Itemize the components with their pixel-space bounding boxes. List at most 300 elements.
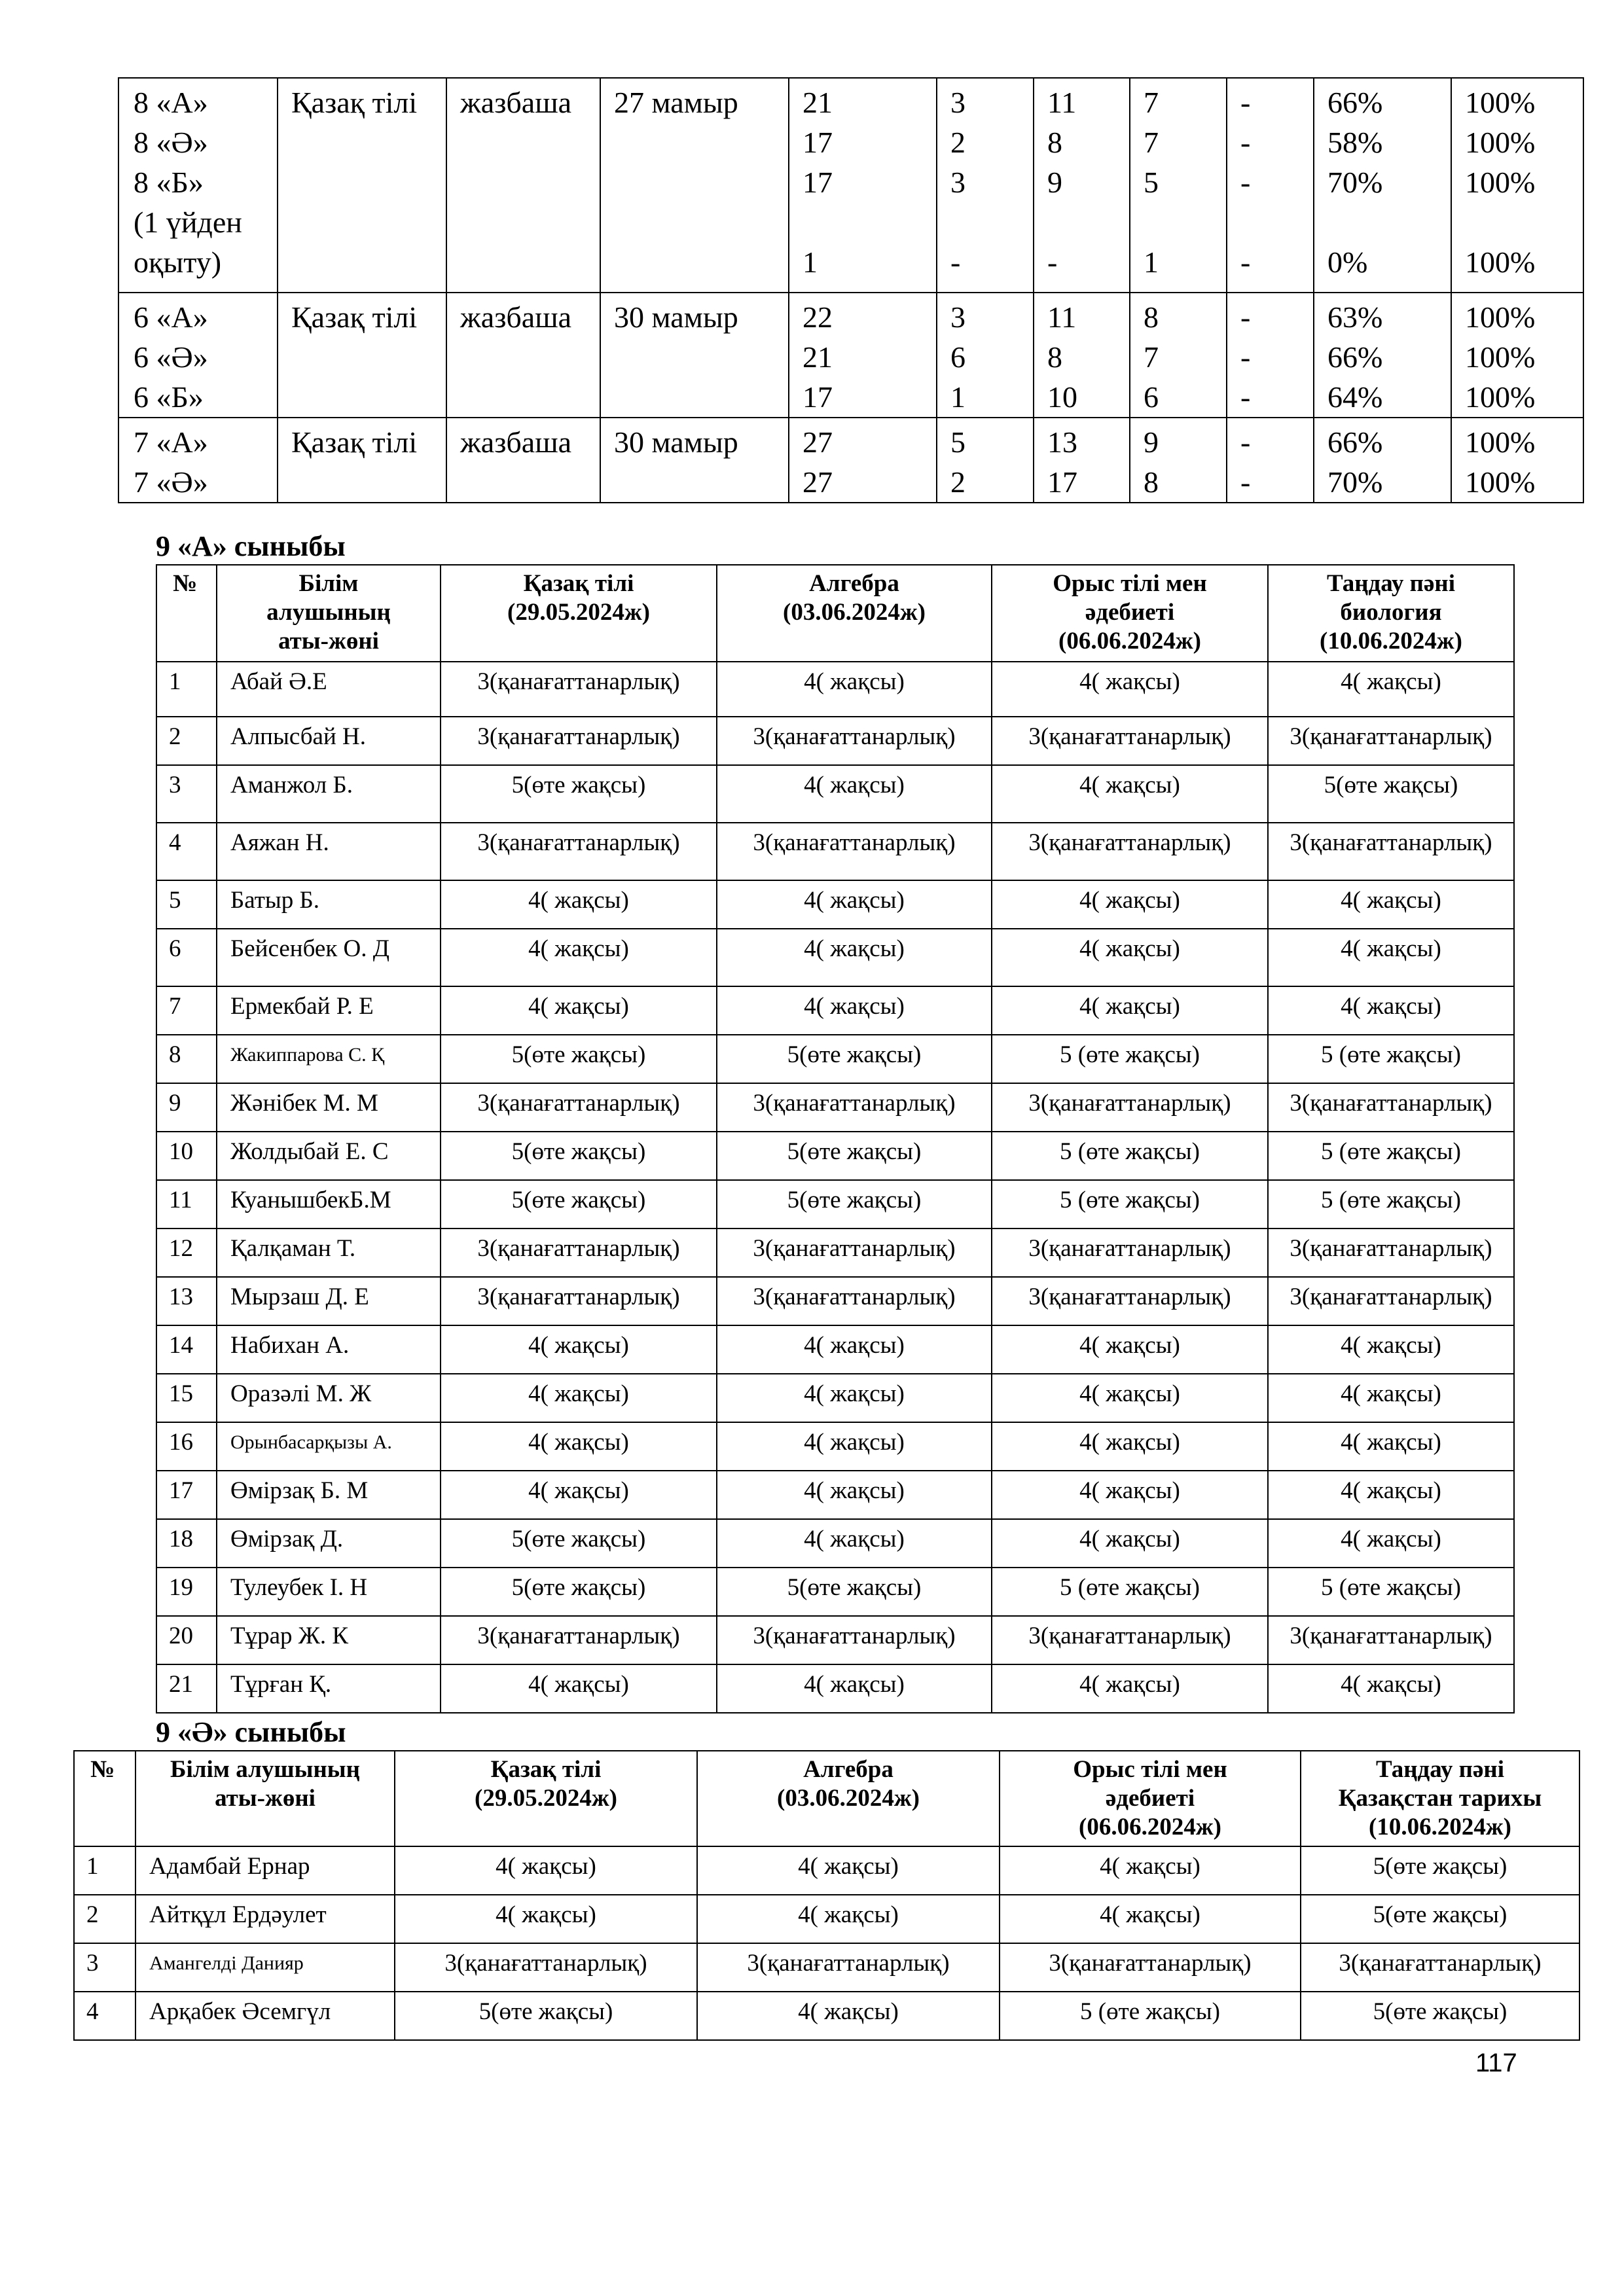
summary-cell-grade-3-count [1130,418,1227,503]
algebra-grade: 4( жақсы) [717,1471,992,1519]
student-name: Жакиппарова С. Қ [217,1035,441,1083]
success-percent-line: 100% [1465,465,1536,499]
elective-grade: 3(қанағаттанарлық) [1268,823,1514,880]
algebra-grade: 4( жақсы) [697,1846,1000,1895]
kazakh-grade: 3(қанағаттанарлық) [441,823,717,880]
row-number: 11 [156,1180,217,1229]
student-name: Алпысбай Н. [217,717,441,765]
summary-cell-student-count [789,78,937,293]
success-percent-line: 100% [1465,86,1536,119]
summary-cell-exam-date: 30 мамыр [600,293,789,418]
header-line: (29.05.2024ж) [475,1785,617,1812]
elective-grade: 4( жақсы) [1268,1471,1514,1519]
student-name: Айтқұл Ердәулет [135,1895,395,1943]
header-elective-biology [1268,565,1514,662]
grade-2-count-line: - [1240,300,1251,334]
russian-grade: 4( жақсы) [992,1664,1268,1713]
elective-grade: 5(өте жақсы) [1301,1992,1579,2040]
header-line: әдебиеті [1085,599,1175,626]
grade-3-count-line: 1 [1144,245,1159,279]
success-percent-line: 100% [1465,380,1536,414]
summary-cell-success-percent [1451,293,1583,418]
russian-grade: 4( жақсы) [1000,1846,1301,1895]
header-number: № [156,565,217,662]
summary-cell-exam-form: жазбаша [446,293,600,418]
row-number: 3 [156,765,217,823]
summary-cell-quality-percent [1314,418,1451,503]
grade-3-count-line: 5 [1144,166,1159,199]
russian-grade: 4( жақсы) [992,880,1268,929]
grade-2-count-line: - [1240,340,1251,374]
student-row [156,1519,1514,1568]
russian-grade: 5 (өте жақсы) [992,1035,1268,1083]
russian-grade: 4( жақсы) [992,986,1268,1035]
summary-cell-grade-2-count [1227,418,1314,503]
grade-5-count-line: 5 [950,425,965,459]
student-row [74,1943,1579,1992]
row-number: 4 [74,1992,135,2040]
class-list-line: 6 «Б» [134,380,204,414]
algebra-grade: 3(қанағаттанарлық) [697,1943,1000,1992]
algebra-grade: 4( жақсы) [717,1422,992,1471]
header-line: (10.06.2024ж) [1369,1814,1511,1840]
grade-5-count-line: 1 [950,380,965,414]
grade-3-count-line: 9 [1144,425,1159,459]
row-number: 2 [156,717,217,765]
class-list-line: (1 үйден [134,206,242,239]
algebra-grade: 3(қанағаттанарлық) [717,1616,992,1664]
summary-cell-subject: Қазақ тілі [278,293,446,418]
kazakh-grade: 5(өте жақсы) [441,1180,717,1229]
student-name: Бейсенбек О. Д [217,929,441,986]
elective-grade: 3(қанағаттанарлық) [1268,1277,1514,1325]
kazakh-grade: 3(қанағаттанарлық) [441,1229,717,1277]
header-line: Қазақ тілі [490,1756,602,1783]
summary-cell-student-count [789,418,937,503]
grade-4-count-line: 13 [1047,425,1077,459]
kazakh-grade: 5(өте жақсы) [441,1519,717,1568]
grade-4-count-line: - [1047,245,1058,279]
grade-4-count-line: 11 [1047,86,1077,119]
algebra-grade: 4( жақсы) [697,1992,1000,2040]
header-line: Орыс тілі мен [1073,1756,1227,1783]
kazakh-grade: 4( жақсы) [441,1374,717,1422]
header-student-name [217,565,441,662]
summary-cell-class-list [118,78,278,293]
header-line: (06.06.2024ж) [1058,628,1201,655]
student-row [156,929,1514,986]
algebra-grade: 4( жақсы) [717,1325,992,1374]
kazakh-grade: 5(өте жақсы) [441,1035,717,1083]
student-row [74,1846,1579,1895]
success-percent-line: 100% [1465,340,1536,374]
row-number: 18 [156,1519,217,1568]
russian-grade: 4( жақсы) [992,1471,1268,1519]
russian-grade: 4( жақсы) [992,1374,1268,1422]
summary-cell-grade-5-count [937,78,1034,293]
student-name: Өмірзақ Б. М [217,1471,441,1519]
kazakh-grade: 4( жақсы) [441,1325,717,1374]
student-row [74,1895,1579,1943]
algebra-grade: 3(қанағаттанарлық) [717,1229,992,1277]
russian-grade: 3(қанағаттанарлық) [992,1083,1268,1132]
student-count-line: 27 [803,465,833,499]
header-line: (03.06.2024ж) [783,599,926,626]
elective-grade: 4( жақсы) [1268,1422,1514,1471]
student-count-line: 17 [803,126,833,159]
class-list-line: 6 «Ә» [134,340,208,374]
header-line: (03.06.2024ж) [777,1785,920,1812]
elective-grade: 4( жақсы) [1268,986,1514,1035]
summary-cell-grade-3-count [1130,78,1227,293]
grade-4-count-line: 9 [1047,166,1062,199]
elective-grade: 4( жақсы) [1268,1374,1514,1422]
russian-grade: 5 (өте жақсы) [992,1180,1268,1229]
row-number: 5 [156,880,217,929]
kazakh-grade: 5(өте жақсы) [441,1568,717,1616]
algebra-grade: 3(қанағаттанарлық) [717,1083,992,1132]
grade-2-count-line: - [1240,166,1251,199]
russian-grade: 4( жақсы) [992,1519,1268,1568]
header-line: Қазақ тілі [523,570,634,597]
elective-grade: 5 (өте жақсы) [1268,1180,1514,1229]
grade-5-count-line: 2 [950,465,965,499]
summary-table-body [118,78,1583,503]
grade-3-count-line: 7 [1144,126,1159,159]
student-row [156,1568,1514,1616]
header-line: (29.05.2024ж) [507,599,650,626]
student-row [156,986,1514,1035]
grade-5-count-line: 3 [950,300,965,334]
russian-grade: 4( жақсы) [992,662,1268,717]
student-count-line: 17 [803,166,833,199]
header-number: № [74,1751,135,1846]
elective-grade: 5 (өте жақсы) [1268,1568,1514,1616]
algebra-grade: 4( жақсы) [717,929,992,986]
header-line: әдебиеті [1105,1785,1195,1812]
summary-cell-student-count [789,293,937,418]
summary-row [118,78,1583,293]
grade-2-count-line: - [1240,380,1251,414]
student-name: Абай Ә.Е [217,662,441,717]
header-line: Таңдау пәні [1375,1756,1504,1783]
row-number: 17 [156,1471,217,1519]
elective-grade: 3(қанағаттанарлық) [1301,1943,1579,1992]
header-line: Таңдау пәні [1326,570,1455,597]
header-kazakh-language [395,1751,697,1846]
algebra-grade: 5(өте жақсы) [717,1180,992,1229]
elective-grade: 3(қанағаттанарлық) [1268,717,1514,765]
student-name: Тұрған Қ. [217,1664,441,1713]
success-percent-line: 100% [1465,245,1536,279]
student-name: Қалқаман Т. [217,1229,441,1277]
grade-5-count-line: - [950,245,961,279]
algebra-grade: 5(өте жақсы) [717,1132,992,1180]
student-count-line: 21 [803,86,833,119]
class-9a-grades-table [156,564,1515,1713]
algebra-grade: 4( жақсы) [717,662,992,717]
grade-3-count-line: 8 [1144,300,1159,334]
quality-percent-line: 66% [1327,86,1383,119]
student-row [156,1422,1514,1471]
summary-cell-exam-date: 27 мамыр [600,78,789,293]
row-number: 16 [156,1422,217,1471]
kazakh-grade: 4( жақсы) [441,986,717,1035]
class-list-line: 6 «А» [134,300,208,334]
grade-3-count-line [1144,202,1226,242]
grade-4-count-line: 8 [1047,340,1062,374]
elective-grade: 5 (өте жақсы) [1268,1035,1514,1083]
algebra-grade: 5(өте жақсы) [717,1035,992,1083]
summary-cell-class-list [118,418,278,503]
russian-grade: 3(қанағаттанарлық) [992,823,1268,880]
algebra-grade: 4( жақсы) [717,986,992,1035]
kazakh-grade: 4( жақсы) [441,1471,717,1519]
student-name: Адамбай Ернар [135,1846,395,1895]
class-list-line: 8 «Ә» [134,126,208,159]
student-row [156,1664,1514,1713]
elective-grade: 5(өте жақсы) [1268,765,1514,823]
kazakh-grade: 3(қанағаттанарлық) [441,662,717,717]
algebra-grade: 3(қанағаттанарлық) [717,1277,992,1325]
student-name: Тұрар Ж. К [217,1616,441,1664]
summary-cell-grade-3-count [1130,293,1227,418]
header-line: алушының [266,599,391,626]
student-count-line: 22 [803,300,833,334]
grade-2-count-line: - [1240,126,1251,159]
algebra-grade: 4( жақсы) [717,1519,992,1568]
header-line: Білім алушының [170,1756,360,1783]
quality-percent-line [1327,202,1451,242]
algebra-grade: 4( жақсы) [717,1374,992,1422]
quality-percent-line: 0% [1327,245,1368,279]
row-number: 1 [74,1846,135,1895]
russian-grade: 3(қанағаттанарлық) [992,717,1268,765]
grade-4-count-line: 11 [1047,300,1077,334]
success-percent-line [1465,202,1583,242]
student-row [156,1471,1514,1519]
header-line: Алгебра [803,1756,893,1783]
elective-grade: 5 (өте жақсы) [1268,1132,1514,1180]
class-9a-body [156,662,1514,1713]
class-list-line: 8 «Б» [134,166,204,199]
grade-5-count-line: 2 [950,126,965,159]
student-row [156,1132,1514,1180]
student-count-line: 21 [803,340,833,374]
student-count-line: 27 [803,425,833,459]
grade-2-count-line [1240,202,1313,242]
grade-5-count-line: 3 [950,86,965,119]
success-percent-line: 100% [1465,425,1536,459]
header-line: Алгебра [809,570,899,597]
summary-cell-exam-form: жазбаша [446,418,600,503]
student-row [156,1374,1514,1422]
student-name: Аяжан Н. [217,823,441,880]
header-algebra [697,1751,1000,1846]
student-name: Набихан А. [217,1325,441,1374]
student-name: Жәнібек М. М [217,1083,441,1132]
student-row [156,1325,1514,1374]
kazakh-grade: 4( жақсы) [441,929,717,986]
header-line: биология [1340,599,1442,626]
row-number: 6 [156,929,217,986]
elective-grade: 4( жақсы) [1268,1325,1514,1374]
kazakh-grade: 3(қанағаттанарлық) [441,1083,717,1132]
summary-cell-exam-date: 30 мамыр [600,418,789,503]
row-number: 3 [74,1943,135,1992]
student-row [156,1180,1514,1229]
student-row [156,1277,1514,1325]
russian-grade: 4( жақсы) [992,765,1268,823]
kazakh-grade: 3(қанағаттанарлық) [441,717,717,765]
row-number: 19 [156,1568,217,1616]
student-count-line [803,202,936,242]
header-line: Білім [298,570,359,597]
summary-row [118,293,1583,418]
row-number: 14 [156,1325,217,1374]
summary-table [118,77,1584,503]
class-list-line: 8 «А» [134,86,208,119]
header-line: Орыс тілі мен [1053,570,1207,597]
summary-cell-grade-5-count [937,293,1034,418]
summary-cell-class-list [118,293,278,418]
header-russian-literature [1000,1751,1301,1846]
student-count-line: 17 [803,380,833,414]
quality-percent-line: 64% [1327,380,1383,414]
algebra-grade: 4( жақсы) [697,1895,1000,1943]
row-number: 8 [156,1035,217,1083]
student-name: Батыр Б. [217,880,441,929]
grade-4-count-line [1047,202,1129,242]
algebra-grade: 4( жақсы) [717,765,992,823]
grade-5-count-line [950,202,1033,242]
summary-cell-grade-5-count [937,418,1034,503]
success-percent-line: 100% [1465,300,1536,334]
row-number: 1 [156,662,217,717]
row-number: 9 [156,1083,217,1132]
summary-cell-grade-2-count [1227,78,1314,293]
russian-grade: 5 (өте жақсы) [992,1132,1268,1180]
elective-grade: 4( жақсы) [1268,880,1514,929]
summary-cell-exam-form: жазбаша [446,78,600,293]
grade-2-count-line: - [1240,425,1251,459]
russian-grade: 3(қанағаттанарлық) [992,1277,1268,1325]
student-row [156,1083,1514,1132]
grade-2-count-line: - [1240,86,1251,119]
class-9b-title: 9 «Ә» сыныбы [156,1716,346,1748]
class-list-line: 7 «А» [134,425,208,459]
grade-5-count-line: 3 [950,166,965,199]
kazakh-grade: 3(қанағаттанарлық) [441,1277,717,1325]
kazakh-grade: 5(өте жақсы) [441,765,717,823]
elective-grade: 4( жақсы) [1268,929,1514,986]
grade-3-count-line: 7 [1144,86,1159,119]
row-number: 13 [156,1277,217,1325]
russian-grade: 3(қанағаттанарлық) [992,1616,1268,1664]
student-name: КуанышбекБ.М [217,1180,441,1229]
summary-cell-quality-percent [1314,78,1451,293]
algebra-grade: 5(өте жақсы) [717,1568,992,1616]
student-row [156,880,1514,929]
kazakh-grade: 5(өте жақсы) [395,1992,697,2040]
student-row [74,1992,1579,2040]
header-line: Қазақстан тарихы [1338,1785,1542,1812]
summary-cell-subject: Қазақ тілі [278,78,446,293]
quality-percent-line: 63% [1327,300,1383,334]
header-algebra [717,565,992,662]
elective-grade: 5(өте жақсы) [1301,1846,1579,1895]
summary-cell-success-percent [1451,418,1583,503]
success-percent-line: 100% [1465,166,1536,199]
student-name: Өмірзақ Д. [217,1519,441,1568]
student-row [156,823,1514,880]
student-name: Ермекбай Р. Е [217,986,441,1035]
kazakh-grade: 4( жақсы) [441,1664,717,1713]
header-line: аты-жөні [215,1785,316,1812]
grade-2-count-line: - [1240,465,1251,499]
algebra-grade: 4( жақсы) [717,880,992,929]
summary-cell-subject: Қазақ тілі [278,418,446,503]
student-name: Арқабек Әсемгүл [135,1992,395,2040]
quality-percent-line: 58% [1327,126,1383,159]
russian-grade: 4( жақсы) [992,1325,1268,1374]
student-name: Оразәлі М. Ж [217,1374,441,1422]
grade-2-count-line: - [1240,245,1251,279]
student-name: Аманжол Б. [217,765,441,823]
elective-grade: 4( жақсы) [1268,1664,1514,1713]
elective-grade: 5(өте жақсы) [1301,1895,1579,1943]
kazakh-grade: 3(қанағаттанарлық) [441,1616,717,1664]
russian-grade: 4( жақсы) [1000,1895,1301,1943]
algebra-grade: 4( жақсы) [717,1664,992,1713]
header-student-name [135,1751,395,1846]
student-row [156,717,1514,765]
kazakh-grade: 4( жақсы) [441,1422,717,1471]
grade-3-count-line: 6 [1144,380,1159,414]
kazakh-grade: 4( жақсы) [441,880,717,929]
class-9a-title: 9 «А» сыныбы [156,530,346,562]
quality-percent-line: 70% [1327,465,1383,499]
russian-grade: 3(қанағаттанарлық) [992,1229,1268,1277]
class-9b-body [74,1846,1579,2040]
student-name: Тулеубек І. Н [217,1568,441,1616]
header-elective-kazakhstan-history [1301,1751,1579,1846]
student-row [156,1035,1514,1083]
russian-grade: 4( жақсы) [992,929,1268,986]
row-number: 12 [156,1229,217,1277]
elective-grade: 3(қанағаттанарлық) [1268,1083,1514,1132]
header-kazakh-language [441,565,717,662]
page-number: 117 [1475,2049,1517,2077]
header-line: аты-жөні [278,628,379,655]
row-number: 7 [156,986,217,1035]
grade-3-count-line: 8 [1144,465,1159,499]
row-number: 15 [156,1374,217,1422]
grade-5-count-line: 6 [950,340,965,374]
russian-grade: 4( жақсы) [992,1422,1268,1471]
grade-4-count-line: 10 [1047,380,1077,414]
elective-grade: 3(қанағаттанарлық) [1268,1229,1514,1277]
student-row [156,662,1514,717]
student-name: Орынбасарқызы А. [217,1422,441,1471]
student-row [156,1229,1514,1277]
header-line: (06.06.2024ж) [1079,1814,1221,1840]
elective-grade: 3(қанағаттанарлық) [1268,1616,1514,1664]
kazakh-grade: 5(өте жақсы) [441,1132,717,1180]
summary-row [118,418,1583,503]
student-name: Амангелді Данияр [135,1943,395,1992]
grade-4-count-line: 8 [1047,126,1062,159]
